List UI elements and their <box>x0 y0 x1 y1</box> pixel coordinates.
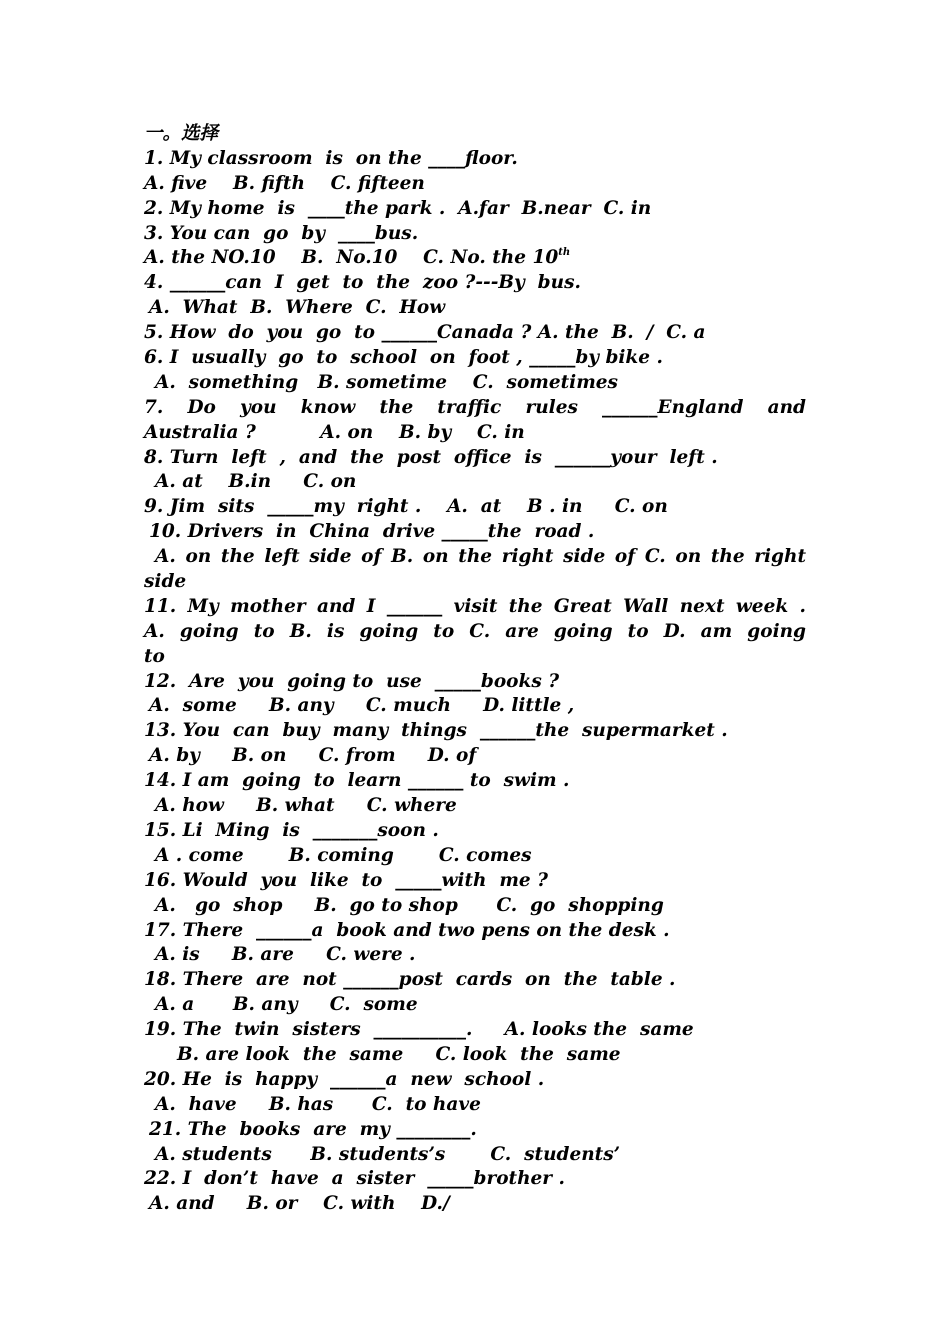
text-line <box>144 147 806 172</box>
text-line <box>144 595 806 620</box>
text-line <box>144 769 806 794</box>
line-text: 5. How do you go to ______Canada ? A. the B. / C. a <box>144 322 706 344</box>
line-text: A. go shop B. go to shop C. go shopping <box>155 894 664 916</box>
text-line <box>144 421 806 446</box>
text-line <box>144 1068 806 1093</box>
line-text: 19. The twin sisters __________. A. looks the same <box>144 1019 694 1041</box>
line-text: 9. Jim sits _____my right . A. at B . in C. on <box>144 496 668 518</box>
line-text: 15. Li Ming is _______soon . <box>144 819 439 841</box>
text-line <box>144 1118 806 1143</box>
text-line <box>144 719 806 744</box>
line-text: A. how B. what C. where <box>155 795 457 817</box>
text-line <box>144 321 806 346</box>
text-line <box>144 794 806 819</box>
line-text: A. have B. has C. to have <box>155 1093 481 1115</box>
line-text: to <box>144 645 165 667</box>
line-text: 21. The books are my ________. <box>149 1118 477 1140</box>
line-text: A. five B. fifth C. fifteen <box>144 172 425 194</box>
text-line <box>144 1192 806 1217</box>
line-text: 8. Turn left , and the post office is ______your left . <box>144 446 718 468</box>
superscript: th <box>558 247 571 259</box>
line-text: 20. He is happy ______a new school . <box>144 1068 545 1090</box>
text-line <box>144 222 806 247</box>
text-line <box>144 1093 806 1118</box>
text-line <box>144 1167 806 1192</box>
text-line <box>144 919 806 944</box>
text-line <box>144 968 806 993</box>
text-line <box>144 246 806 271</box>
line-text: 1. My classroom is on the ____floor. <box>144 147 518 169</box>
line-text: A. going to B. is going to C. are going to D. am going <box>144 620 806 642</box>
text-line <box>144 446 806 471</box>
text-line <box>144 197 806 222</box>
document-page <box>144 122 806 1217</box>
line-text: 18. There are not ______post cards on the table . <box>144 969 676 991</box>
line-text: A. on the left side of B. on the right side of C. on the right <box>155 546 806 568</box>
text-line <box>144 670 806 695</box>
text-line <box>144 172 806 197</box>
line-text: 14. I am going to learn ______ to swim . <box>144 770 570 792</box>
text-line <box>144 1143 806 1168</box>
line-text: A. at B.in C. on <box>155 471 357 493</box>
line-text: 17. There ______a book and two pens on the desk . <box>144 919 670 941</box>
text-line <box>144 869 806 894</box>
line-text: 13. You can buy many things ______the supermarket . <box>144 720 728 742</box>
line-text: Australia ? A. on B. by C. in <box>144 421 525 443</box>
line-text: 12. Are you going to use _____books ? <box>144 670 560 692</box>
text-line <box>144 570 806 595</box>
line-text: side <box>144 571 187 593</box>
text-line <box>144 844 806 869</box>
text-line <box>144 520 806 545</box>
line-text: A. a B. any C. some <box>155 994 418 1016</box>
line-text: 10. Drivers in China drive _____the road . <box>149 521 595 543</box>
text-line <box>144 645 806 670</box>
text-line <box>144 545 806 570</box>
line-text: A. the NO.10 B. No.10 C. No. the 10 <box>144 247 559 269</box>
text-line <box>144 943 806 968</box>
line-text: 4. ______can I get to the zoo ?---By bus. <box>144 272 581 294</box>
text-line <box>144 620 806 645</box>
question-list <box>144 147 806 1217</box>
text-line <box>144 694 806 719</box>
text-line <box>144 993 806 1018</box>
line-text: 6. I usually go to school on foot , _____by bike . <box>144 347 663 369</box>
line-text: A. some B. any C. much D. little , <box>149 695 575 717</box>
line-text: A. is B. are C. were . <box>155 944 416 966</box>
text-line <box>144 1018 806 1043</box>
line-text: 11. My mother and I ______ visit the Great Wall next week . <box>144 595 806 617</box>
text-line <box>144 1043 806 1068</box>
text-line <box>144 271 806 296</box>
line-text: 22. I don’t have a sister _____brother . <box>144 1168 565 1190</box>
line-text: A. something B. sometime C. sometimes <box>155 371 618 393</box>
text-line <box>144 371 806 396</box>
line-text: A. students B. students’s C. students’ <box>155 1143 621 1165</box>
line-text: 7. Do you know the traffic rules ______England and <box>144 396 806 418</box>
line-text: B. are look the same C. look the same <box>177 1043 621 1065</box>
text-line <box>144 396 806 421</box>
text-line <box>144 346 806 371</box>
text-line <box>144 470 806 495</box>
line-text: A. What B. Where C. How <box>149 297 446 319</box>
line-text: 16. Would you like to _____with me ? <box>144 869 548 891</box>
section-heading: 一。选择 <box>144 123 219 144</box>
text-line <box>144 296 806 321</box>
line-text: 2. My home is ____the park . A.far B.near C. in <box>144 197 652 219</box>
text-line <box>144 819 806 844</box>
line-text: A. by B. on C. from D. of <box>149 745 477 767</box>
line-text: A . come B. coming C. comes <box>155 844 532 866</box>
text-line <box>144 744 806 769</box>
line-text: 3. You can go by ____bus. <box>144 222 419 244</box>
line-text: A. and B. or C. with D./ <box>149 1193 450 1215</box>
text-line <box>144 894 806 919</box>
text-line <box>144 495 806 520</box>
